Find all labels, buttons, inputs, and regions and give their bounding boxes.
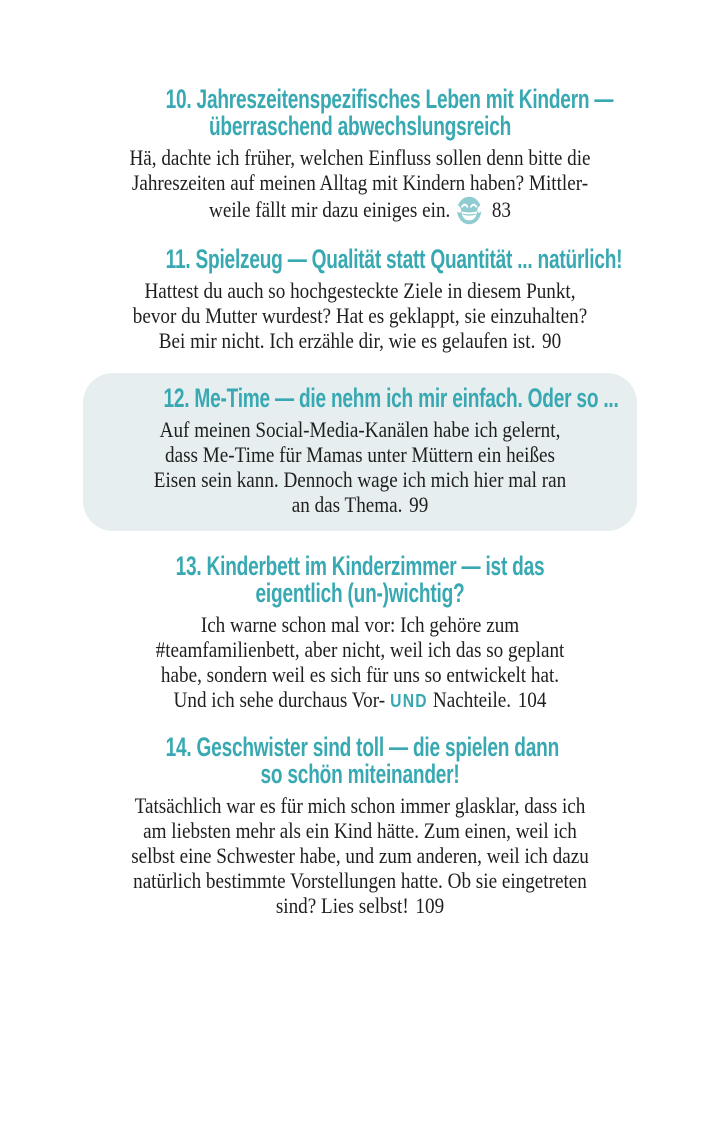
chapter-title-line: 11. Spielzeug — Qualität statt Quantität ... natürlich!: [165, 244, 623, 274]
teaser-line: am liebsten mehr als ein Kind hätte. Zum einen, weil ich: [143, 818, 577, 843]
teaser-line: [125, 893, 595, 918]
toc-entry-13: [90, 553, 630, 714]
chapter-title: [90, 553, 630, 607]
chapter-teaser: [87, 417, 633, 517]
teaser-line: Jahreszeiten auf meinen Alltag mit Kindern haben? Mittler-: [131, 170, 589, 195]
chapter-title: [90, 86, 630, 140]
teaser-text: sind? Lies selbst!: [275, 893, 409, 918]
toc-entry-10: [90, 86, 630, 226]
chapter-teaser: [90, 278, 630, 353]
teaser-line: bevor du Mutter wurdest? Hat es geklappt, sie einzuhalten?: [132, 303, 588, 328]
teaser-text: Und ich sehe durchaus Vor-: [173, 687, 386, 712]
chapter-title-line: 12. Me-Time — die nehm ich mir einfach. Oder so ...: [163, 383, 619, 413]
accent-word-und: UND: [390, 691, 428, 711]
teaser-text: weile fällt mir dazu einiges ein.: [209, 197, 451, 222]
chapter-title-line: überraschend abwechslungsreich: [208, 111, 512, 141]
teaser-text: an das Thema.: [291, 492, 403, 517]
page-number: 99: [409, 492, 429, 517]
teaser-line: Auf meinen Social-Media-Kanälen habe ich gelernt,: [159, 417, 561, 442]
page-number: 83: [491, 197, 511, 222]
toc-entry-12-highlighted: [83, 373, 637, 531]
teaser-text: Bei mir nicht. Ich erzähle dir, wie es gelaufen ist.: [158, 328, 536, 353]
teaser-line: Ich warne schon mal vor: Ich gehöre zum: [200, 612, 520, 637]
page-number: 104: [517, 687, 547, 712]
teaser-line: Eisen sein kann. Dennoch wage ich mich hier mal ran: [153, 467, 567, 492]
page-number: 109: [415, 893, 445, 918]
teaser-line: selbst eine Schwester habe, und zum anderen, weil ich dazu: [131, 843, 589, 868]
teaser-text: Nachteile.: [432, 687, 512, 712]
chapter-teaser: [90, 612, 630, 714]
teaser-line: Hattest du auch so hochgesteckte Ziele in diesem Punkt,: [144, 278, 576, 303]
teaser-line: habe, sondern weil es sich für uns so entwickelt hat.: [160, 662, 560, 687]
chapter-title-line: eigentlich (un-)wichtig?: [255, 578, 465, 608]
chapter-title-line: 13. Kinderbett im Kinderzimmer — ist das: [175, 551, 545, 581]
teaser-line: #teamfamilienbett, aber nicht, weil ich das so geplant: [155, 637, 565, 662]
teaser-line: Tatsächlich war es für mich schon immer glasklar, dass ich: [134, 793, 586, 818]
teaser-line: [125, 195, 595, 226]
toc-entry-11: [90, 246, 630, 353]
teaser-line: [125, 687, 595, 714]
chapter-title: [90, 246, 630, 273]
toc-entry-14: [90, 734, 630, 918]
chapter-title: [90, 734, 630, 788]
chapter-title-line: so schön miteinander!: [260, 759, 460, 789]
teaser-line: [122, 492, 597, 517]
chapter-title: [87, 385, 633, 412]
tears-of-joy-emoji-icon: [456, 195, 483, 226]
chapter-title-line: 14. Geschwister sind toll — die spielen dann: [165, 732, 560, 762]
teaser-line: natürlich bestimmte Vorstellungen hatte. Ob sie eingetreten: [133, 868, 587, 893]
page-number: 90: [542, 328, 562, 353]
chapter-title-line: 10. Jahreszeitenspezifisches Leben mit Kindern —: [165, 84, 614, 114]
chapter-teaser: [90, 145, 630, 226]
teaser-line: dass Me-Time für Mamas unter Müttern ein heißes: [164, 442, 556, 467]
teaser-line: [125, 328, 595, 353]
chapter-teaser: [90, 793, 630, 918]
teaser-line: Hä, dachte ich früher, welchen Einfluss sollen denn bitte die: [129, 145, 591, 170]
